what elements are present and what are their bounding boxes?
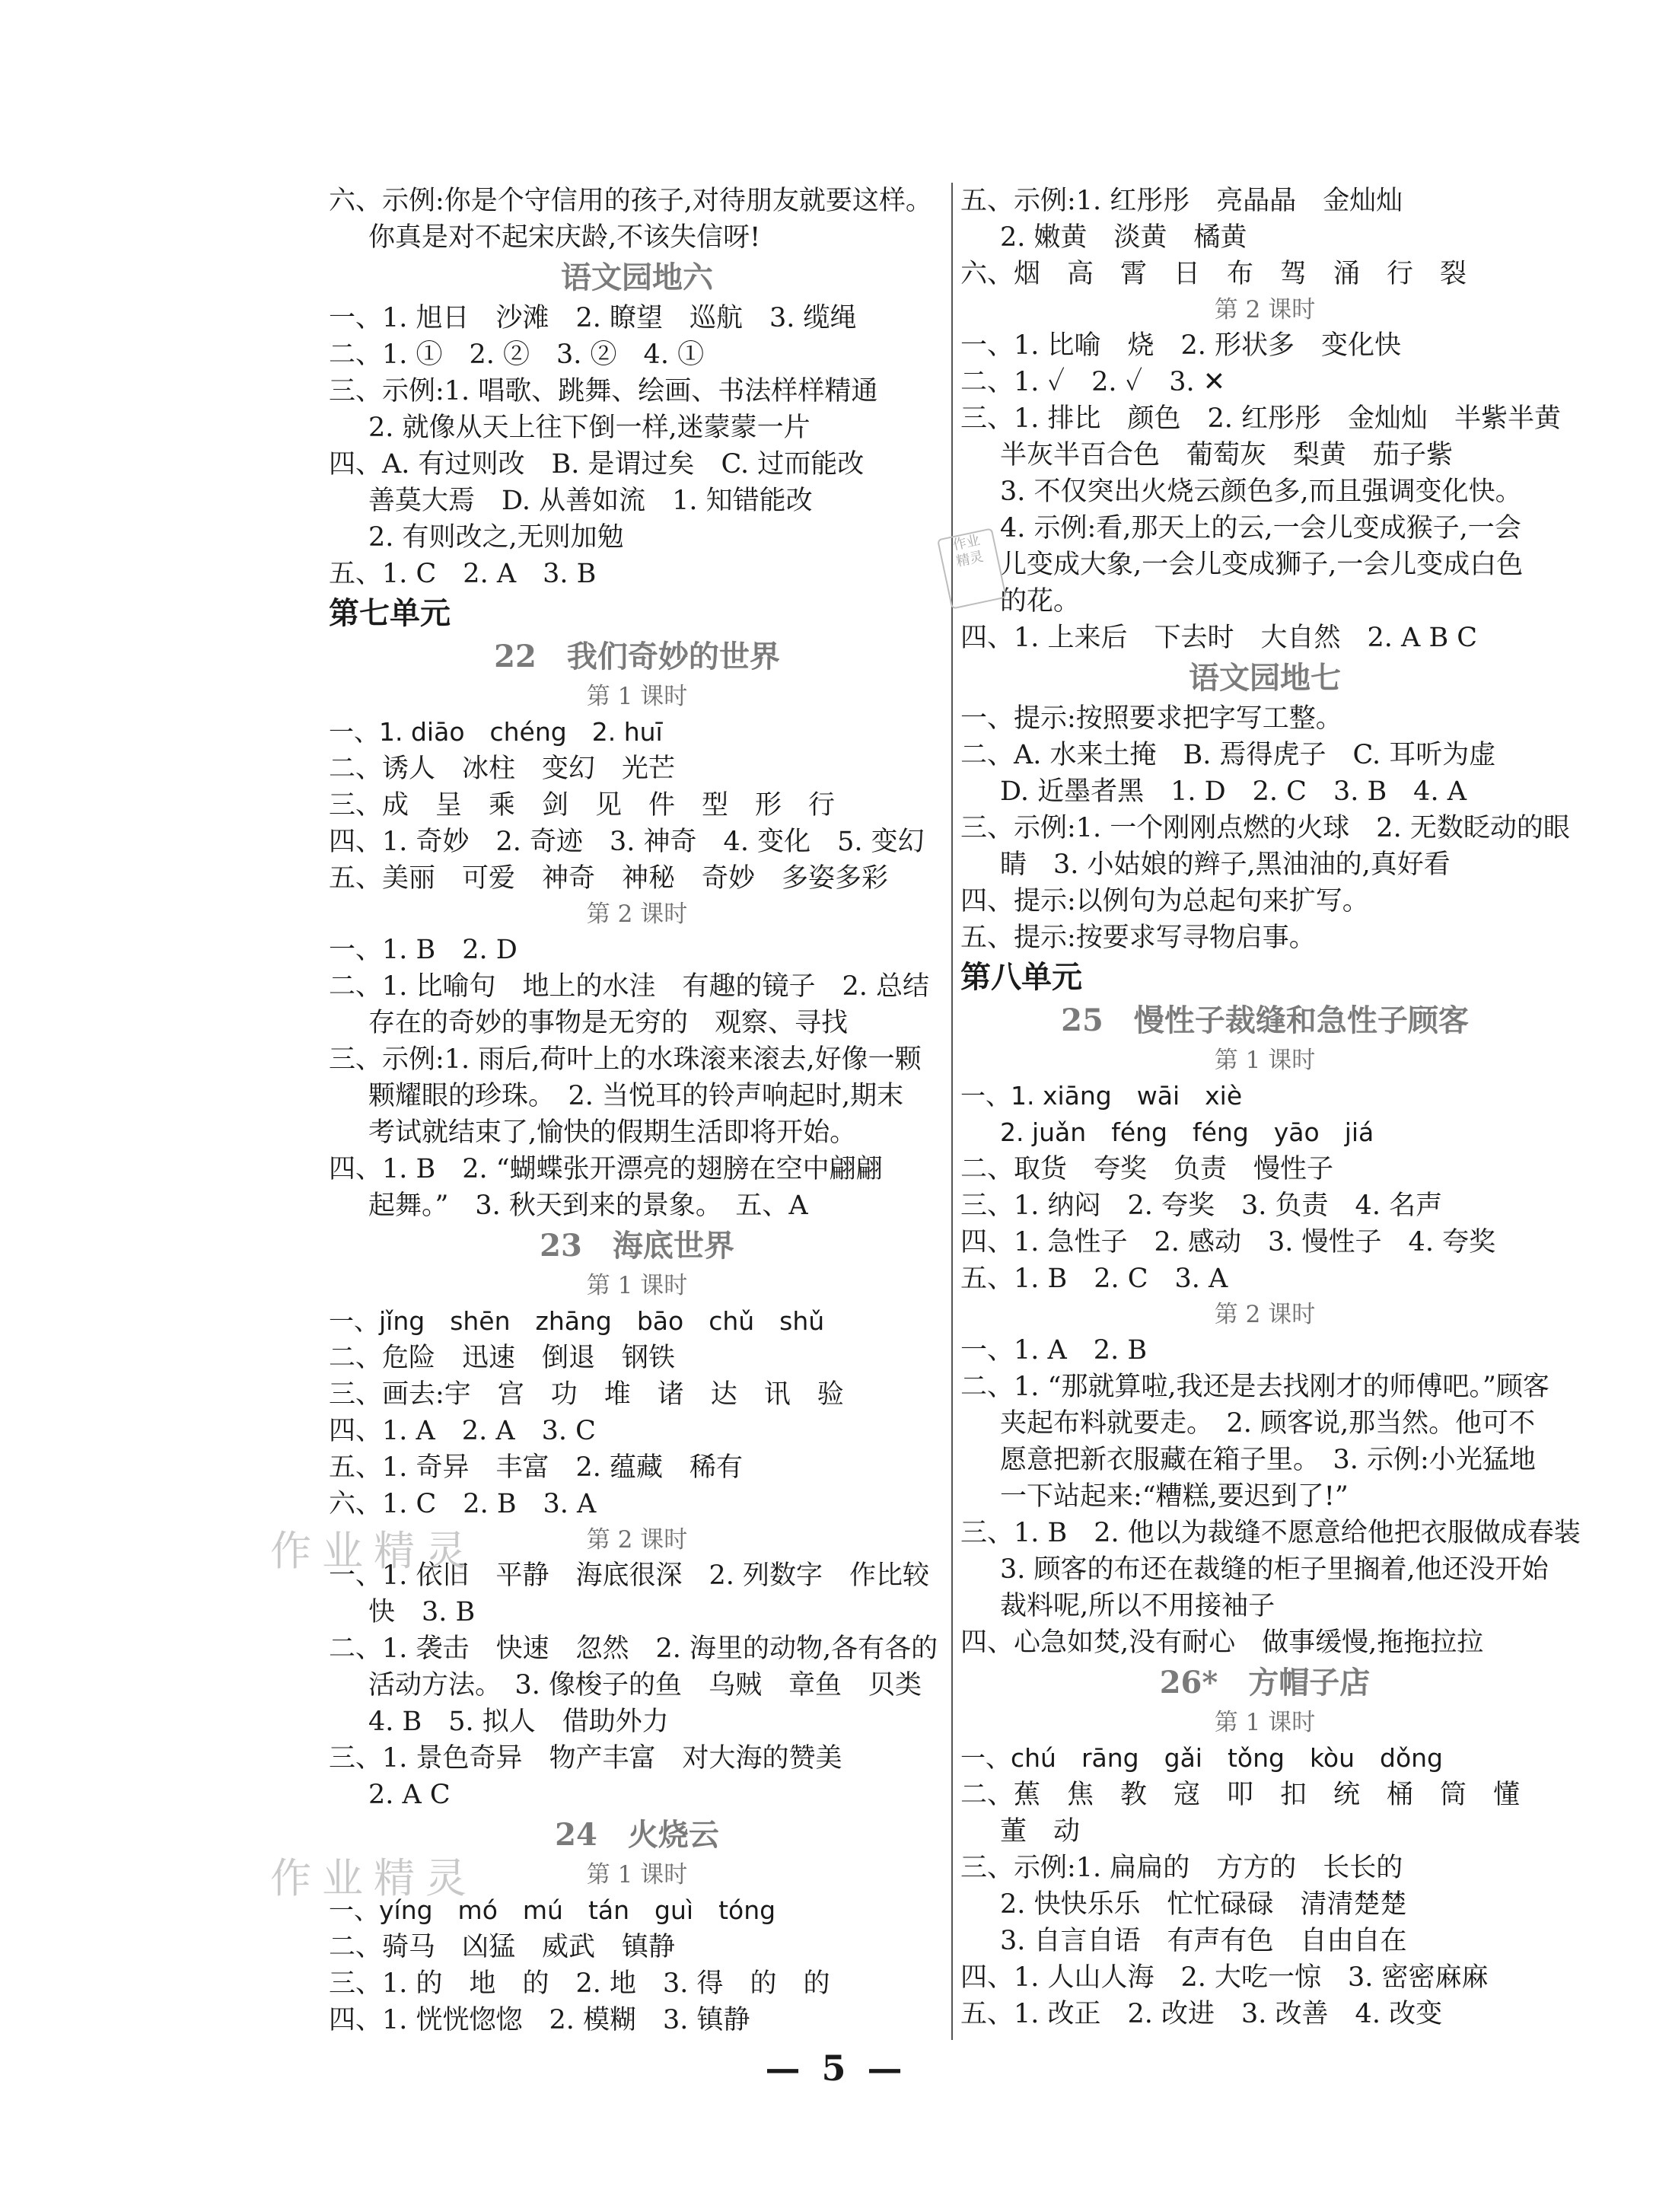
answer-line-continued: D. 近墨者黑 1. D 2. C 3. B 4. A xyxy=(1000,776,1467,807)
answer-line: 三、1. 纳闷 2. 夸奖 3. 负责 4. 名声 xyxy=(960,1190,1443,1221)
lesson-period-label: 第 1 课时 xyxy=(1214,1709,1316,1736)
answer-line: 三、示例:1. 唱歌、跳舞、绘画、书法样样精通 xyxy=(329,376,878,406)
answer-line-continued: 快 3. B xyxy=(368,1597,476,1627)
answer-line-continued: 3. 自言自语 有声有色 自由自在 xyxy=(1000,1926,1407,1956)
pinyin-answer-line: 一、jǐng shēn zhāng bāo chǔ shǔ xyxy=(329,1306,825,1336)
answer-line: 四、1. 上来后 下去时 大自然 2. A B C xyxy=(960,623,1478,653)
answer-line-continued: 你真是对不起宋庆龄,不该失信呀! xyxy=(368,222,761,253)
answer-line: 三、1. 排比 颜色 2. 红彤彤 金灿灿 半紫半黄 xyxy=(960,403,1562,434)
answer-line: 二、蕉 焦 教 寇 叩 扣 统 桶 筒 懂 xyxy=(960,1780,1521,1810)
answer-line-continued: 一下站起来:“糟糕,要迟到了!” xyxy=(1000,1481,1349,1512)
answer-line-continued: 善莫大焉 D. 从善如流 1. 知错能改 xyxy=(368,486,813,516)
answer-line: 五、示例:1. 红彤彤 亮晶晶 金灿灿 xyxy=(960,186,1403,216)
stamp-logo: 作业 精灵 xyxy=(937,528,1007,609)
answer-line: 四、心急如焚,没有耐心 做事缓慢,拖拖拉拉 xyxy=(960,1627,1484,1658)
answer-line-continued: 4. 示例:看,那天上的云,一会儿变成猴子,一会 xyxy=(1000,513,1521,543)
lesson-period-label: 第 1 课时 xyxy=(1214,1047,1316,1074)
lesson-period-label: 第 2 课时 xyxy=(586,1526,688,1554)
answer-line: 一、1. A 2. B xyxy=(960,1335,1148,1366)
answer-line: 二、1. 比喻句 地上的水洼 有趣的镜子 2. 总结 xyxy=(329,971,930,1002)
answer-line: 五、1. 奇异 丰富 2. 蕴藏 稀有 xyxy=(329,1452,744,1483)
answer-line-continued: 的花。 xyxy=(1000,586,1081,617)
answer-line-continued: 2. 就像从天上往下倒一样,迷蒙蒙一片 xyxy=(368,413,811,443)
answer-line: 六、1. C 2. B 3. A xyxy=(329,1489,597,1519)
answer-line: 一、1. 旭日 沙滩 2. 瞭望 巡航 3. 缆绳 xyxy=(329,303,857,333)
watermark: 作业精灵 xyxy=(270,1854,477,1902)
answer-line: 一、1. 依旧 平静 海底很深 2. 列数字 作比较 xyxy=(329,1560,930,1591)
pinyin-answer-line: 一、1. diāo chéng 2. huī xyxy=(329,717,663,747)
answer-line-continued: 夹起布料就要走。 2. 顾客说,那当然。他可不 xyxy=(1000,1408,1536,1439)
pinyin-answer-line: 一、1. xiāng wāi xiè xyxy=(960,1081,1243,1111)
answer-line: 三、示例:1. 一个刚刚点燃的火球 2. 无数眨动的眼 xyxy=(960,813,1570,843)
answer-line: 三、1. B 2. 他以为裁缝不愿意给他把衣服做成春装 xyxy=(960,1518,1581,1548)
answer-line: 二、危险 迅速 倒退 钢铁 xyxy=(329,1343,676,1373)
answer-line-continued: 活动方法。 3. 像梭子的鱼 乌贼 章鱼 贝类 xyxy=(368,1670,922,1700)
answer-line: 二、诱人 冰柱 变幻 光芒 xyxy=(329,754,676,784)
lesson-title: 语文园地七 xyxy=(1189,660,1341,696)
lesson-period-label: 第 1 课时 xyxy=(586,1861,688,1888)
answer-line: 五、1. C 2. A 3. B xyxy=(329,559,597,589)
answer-line: 四、1. 急性子 2. 感动 3. 慢性子 4. 夸奖 xyxy=(960,1227,1496,1257)
answer-line: 三、示例:1. 雨后,荷叶上的水珠滚来滚去,好像一颗 xyxy=(329,1044,922,1075)
answer-line: 四、1. B 2. “蝴蝶张开漂亮的翅膀在空中翩翩 xyxy=(329,1154,883,1184)
right-column xyxy=(960,183,1581,2032)
answer-line-continued: 睛 3. 小姑娘的辫子,黑油油的,真好看 xyxy=(1000,849,1451,880)
lesson-title: 22 我们奇妙的世界 xyxy=(494,639,780,674)
left-column xyxy=(329,183,945,2038)
answer-line: 三、画去:宇 宫 功 堆 诸 达 讯 验 xyxy=(329,1379,844,1410)
answer-line-continued: 4. B 5. 拟人 借助外力 xyxy=(368,1707,669,1737)
lesson-period-label: 第 1 课时 xyxy=(586,683,688,710)
page-number: — 5 — xyxy=(765,2048,907,2089)
lesson-period-label: 第 2 课时 xyxy=(1214,1301,1316,1328)
answer-line: 三、成 呈 乘 剑 见 件 型 形 行 xyxy=(329,790,836,821)
answer-line-continued: 3. 顾客的布还在裁缝的柜子里搁着,他还没开始 xyxy=(1000,1554,1549,1585)
answer-line-continued: 颗耀眼的珍珠。 2. 当悦耳的铃声响起时,期末 xyxy=(368,1081,904,1111)
answer-line: 二、A. 水来土掩 B. 焉得虎子 C. 耳听为虚 xyxy=(960,740,1496,770)
answer-line: 四、1. 奇妙 2. 奇迹 3. 神奇 4. 变化 5. 变幻 xyxy=(329,827,925,857)
answer-line-continued: 2. 快快乐乐 忙忙碌碌 清清楚楚 xyxy=(1000,1889,1407,1920)
answer-line: 二、1. “那就算啦,我还是去找刚才的师傅吧。”顾客 xyxy=(960,1372,1549,1402)
answer-line: 一、提示:按照要求把字写工整。 xyxy=(960,703,1342,734)
answer-line: 四、A. 有过则改 B. 是谓过矣 C. 过而能改 xyxy=(329,449,865,480)
lesson-title: 26* 方帽子店 xyxy=(1159,1665,1371,1700)
answer-line-continued: 愿意把新衣服藏在箱子里。 3. 示例:小光猛地 xyxy=(1000,1445,1536,1475)
answer-line: 四、1. 人山人海 2. 大吃一惊 3. 密密麻麻 xyxy=(960,1962,1489,1993)
answer-line: 四、1. A 2. A 3. C xyxy=(329,1416,596,1446)
column-divider xyxy=(951,183,953,2040)
answer-line-continued: 起舞。” 3. 秋天到来的景象。 五、A xyxy=(368,1190,808,1221)
answer-line: 二、骑马 凶猛 威武 镇静 xyxy=(329,1932,676,1962)
answer-line-continued: 考试就结束了,愉快的假期生活即将开始。 xyxy=(368,1117,857,1148)
answer-line: 三、1. 的 地 的 2. 地 3. 得 的 的 xyxy=(329,1968,830,1999)
pinyin-answer-line: 一、chú rāng gǎi tǒng kòu dǒng xyxy=(960,1743,1443,1773)
answer-line-continued: 2. 嫩黄 淡黄 橘黄 xyxy=(1000,222,1247,253)
answer-line: 五、美丽 可爱 神奇 神秘 奇妙 多姿多彩 xyxy=(329,863,889,894)
unit-heading: 第八单元 xyxy=(960,960,1082,995)
lesson-title: 23 海底世界 xyxy=(540,1228,734,1264)
lesson-title: 语文园地六 xyxy=(561,260,713,295)
answer-line-continued: 董 动 xyxy=(1000,1816,1081,1847)
lesson-period-label: 第 1 课时 xyxy=(586,1272,688,1299)
answer-line: 二、1. 袭击 快速 忽然 2. 海里的动物,各有各的 xyxy=(329,1634,938,1664)
lesson-title: 25 慢性子裁缝和急性子顾客 xyxy=(1061,1002,1469,1038)
pinyin-answer-line: 2. juǎn féng féng yāo jiá xyxy=(1000,1117,1374,1147)
answer-line: 三、1. 景色奇异 物产丰富 对大海的赞美 xyxy=(329,1743,842,1774)
lesson-period-label: 第 2 课时 xyxy=(586,900,688,928)
answer-line: 一、1. B 2. D xyxy=(329,935,518,965)
answer-line: 三、示例:1. 扁扁的 方方的 长长的 xyxy=(960,1853,1403,1883)
unit-heading: 第七单元 xyxy=(329,596,451,631)
answer-line-continued: 2. A C xyxy=(368,1780,451,1810)
lesson-period-label: 第 2 课时 xyxy=(1214,296,1316,324)
answer-line: 六、示例:你是个守信用的孩子,对待朋友就要这样。 xyxy=(329,186,932,216)
answer-line: 五、1. 改正 2. 改进 3. 改善 4. 改变 xyxy=(960,1999,1443,2029)
answer-line: 四、1. 恍恍惚惚 2. 模糊 3. 镇静 xyxy=(329,2005,750,2035)
pinyin-answer-line: 一、yíng mó mú tán guì tóng xyxy=(329,1895,776,1925)
answer-line: 四、提示:以例句为总起句来扩写。 xyxy=(960,886,1369,916)
answer-line-continued: 存在的奇妙的事物是无穷的 观察、寻找 xyxy=(368,1008,849,1038)
answer-line: 一、1. 比喻 烧 2. 形状多 变化快 xyxy=(960,330,1402,361)
answer-line-continued: 儿变成大象,一会儿变成狮子,一会儿变成白色 xyxy=(1000,550,1524,580)
answer-line-continued: 2. 有则改之,无则加勉 xyxy=(368,522,624,553)
answer-line: 六、烟 高 霄 日 布 驾 涌 行 裂 xyxy=(960,259,1467,289)
watermark: 作业精灵 xyxy=(270,1527,477,1575)
answer-line-continued: 裁料呢,所以不用接袖子 xyxy=(1000,1591,1275,1621)
answer-line: 五、提示:按要求写寻物启事。 xyxy=(960,923,1316,953)
answer-line: 二、1. ① 2. ② 3. ② 4. ① xyxy=(329,339,705,370)
answer-line-continued: 3. 不仅突出火烧云颜色多,而且强调变化快。 xyxy=(1000,477,1522,507)
lesson-title: 24 火烧云 xyxy=(555,1817,719,1853)
answer-line-continued: 半灰半百合色 葡萄灰 梨黄 茄子紫 xyxy=(1000,440,1454,470)
answer-line: 五、1. B 2. C 3. A xyxy=(960,1264,1228,1294)
answer-line: 二、取货 夸奖 负责 慢性子 xyxy=(960,1154,1334,1184)
answer-line: 二、1. ✓ 2. ✓ 3. ✕ xyxy=(960,367,1226,397)
